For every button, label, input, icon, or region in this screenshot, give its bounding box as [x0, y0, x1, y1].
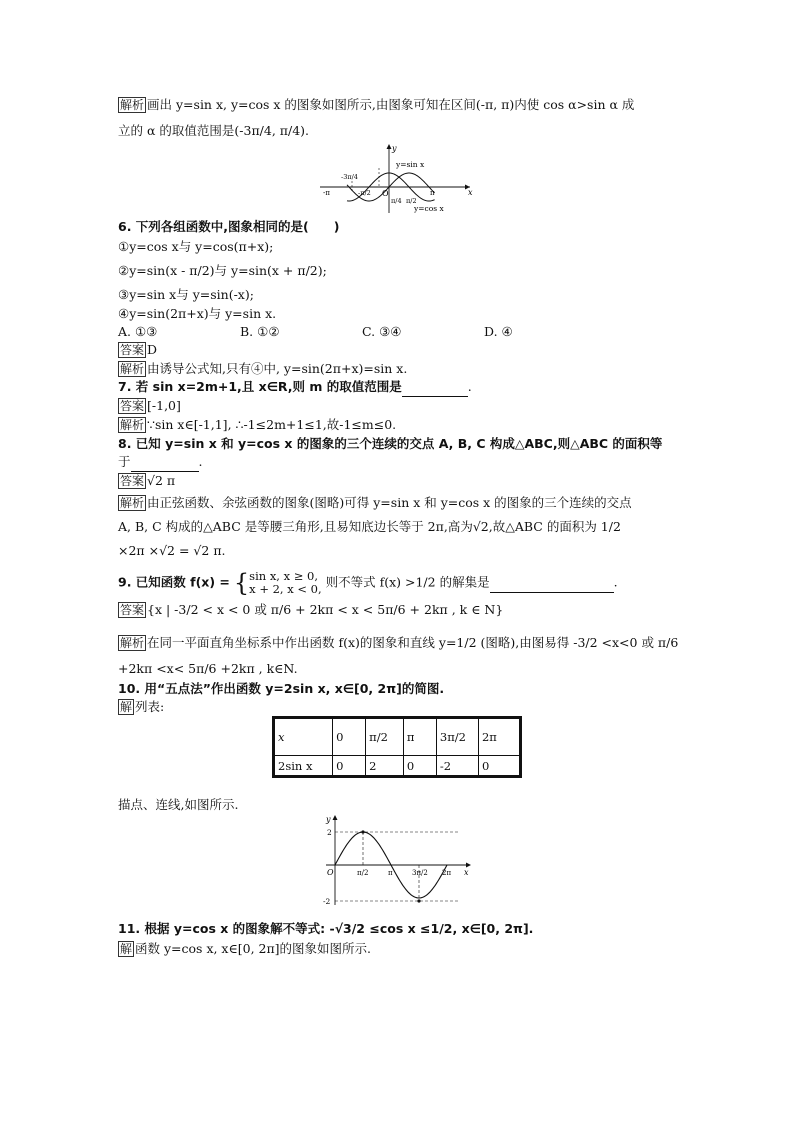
q6-option-a: A. ①③	[118, 324, 158, 339]
fig1-label-negpi2: -π/2	[358, 189, 371, 197]
q11-solution	[118, 940, 371, 958]
table-row	[274, 756, 521, 777]
q8-stem-line1: 8. 已知 y=sin x 和 y=cos x 的图象的三个连续的交点 A, B, C 构成△ABC,则△ABC 的面积等	[118, 436, 663, 451]
fig2-label-pi2: π/2	[357, 869, 369, 877]
fig2-label-y: y	[326, 815, 331, 824]
q5-range: (-3π/4, π/4).	[234, 123, 309, 138]
q9-solution-line2: +2kπ <x< 5π/6 +2kπ , k∈N.	[118, 661, 298, 676]
q9-blank	[490, 574, 614, 593]
q5-solution-text: 画出 y=sin x, y=cos x 的图象如图所示,由图象可知在区间(-π, π)内使 cos α>sin α 成	[147, 97, 635, 112]
q7-stem-line: 7. 若 sin x=2m+1,且 x∈R,则 m 的取值范围是 .	[118, 378, 472, 397]
table-cell: 2sin x	[274, 756, 333, 777]
q7-answer-value: [-1,0]	[147, 398, 181, 413]
fig2-label-neg2: -2	[323, 897, 331, 906]
table-cell: 2π	[478, 718, 520, 756]
q8-stem-line2: 于 .	[118, 453, 203, 472]
fig1-label-o: O	[382, 189, 389, 198]
q7-solution-text: ∵sin x∈[-1,1], ∴-1≤2m+1≤1,故-1≤m≤0.	[147, 417, 397, 432]
q8-solution-line2: A, B, C 构成的△ABC 是等腰三角形,且易知底边长等于 2π,高为√2,故△ABC 的面积为 1/2	[118, 519, 621, 534]
q6-solution	[118, 360, 407, 378]
q9-sol1: 在同一平面直角坐标系中作出函数 f(x)的图象和直线 y=1/2 (图略),由图易得 -3/2 <x<0 或 π/6	[147, 635, 679, 650]
fig1-label-neg3pi4: -3π/4	[341, 173, 358, 181]
fig1-label-sin: y=sin x	[396, 160, 425, 169]
q9-case-1: sin x, x ≥ 0,	[249, 569, 319, 583]
figure-2sin	[318, 813, 478, 909]
q10-solution-line2: 描点、连线,如图所示.	[118, 797, 239, 812]
q7-solution	[118, 416, 396, 434]
q9-stem-post: 则不等式 f(x) >1/2 的解集是	[325, 574, 490, 590]
q10-sol1: 列表:	[135, 699, 165, 714]
y-axis-arrow	[333, 815, 338, 820]
table-cell: 2	[366, 756, 404, 777]
q6-item-2: ②y=sin(x - π/2)与 y=sin(x + π/2);	[118, 263, 327, 278]
q11-solution-text: 函数 y=cos x, x∈[0, 2π]的图象如图所示.	[135, 941, 372, 956]
q6-item-1: ①y=cos x与 y=cos(π+x);	[118, 239, 274, 254]
point-max	[361, 830, 364, 833]
q10-stem: 10. 用“五点法”作出函数 y=2sin x, x∈[0, 2π]的简图.	[118, 681, 445, 696]
table-cell: 3π/2	[436, 718, 478, 756]
solution-tag: 解析	[120, 362, 145, 376]
q5-solution-line1	[118, 96, 634, 114]
fig1-label-pi4: π/4	[391, 197, 402, 205]
q10-solution-line1	[118, 698, 164, 716]
q6-answer	[118, 341, 157, 359]
solution-tag: 解	[120, 942, 133, 956]
fig2-label-o: O	[327, 868, 334, 877]
q6-option-b: B. ①②	[240, 324, 280, 339]
q11-stem: 11. 根据 y=cos x 的图象解不等式: -√3/2 ≤cos x ≤1/2, x∈[0, 2π].	[118, 921, 534, 936]
solution-tag: 解析	[120, 636, 145, 650]
answer-tag: 答案	[120, 399, 145, 413]
table-row	[274, 718, 521, 756]
q8-stem2: 于	[118, 454, 131, 469]
fig2-label-2pi: 2π	[442, 869, 452, 877]
q10-table	[272, 716, 522, 778]
fig2-label-2: 2	[327, 828, 332, 837]
table-cell: 0	[403, 756, 436, 777]
fig2-label-pi: π	[388, 869, 393, 877]
table-cell: 0	[478, 756, 520, 777]
q9-solution-line1	[118, 634, 678, 652]
q9-case-2: x + 2, x < 0,	[249, 582, 322, 596]
answer-tag: 答案	[120, 343, 145, 357]
q9-cases	[249, 570, 321, 596]
q6-solution-text: 由诱导公式知,只有④中, y=sin(2π+x)=sin x.	[147, 361, 408, 376]
q6-stem: 6. 下列各组函数中,图象相同的是( )	[118, 219, 340, 234]
fig1-label-pi2: π/2	[406, 197, 417, 205]
table-cell: π	[403, 718, 436, 756]
q6-option-d: D. ④	[484, 324, 513, 339]
solution-tag: 解析	[120, 98, 145, 112]
q5-solution-line2	[118, 122, 309, 140]
q9-answer-value: {x | -3/2 < x < 0 或 π/6 + 2kπ < x < 5π/6 + 2kπ , k ∈ N}	[147, 602, 504, 617]
solution-tag: 解析	[120, 496, 145, 510]
q8-answer	[118, 472, 175, 490]
q8-solution-line3: ×2π ×√2 = √2 π.	[118, 543, 226, 558]
q6-item-3: ③y=sin x与 y=sin(-x);	[118, 287, 254, 302]
q8-solution-line1	[118, 494, 632, 512]
table-cell: x	[274, 718, 333, 756]
q6-answer-value: D	[147, 342, 158, 357]
q7-blank	[402, 378, 468, 397]
y-axis-arrow	[387, 144, 392, 149]
fig1-label-y: y	[392, 144, 397, 153]
table-cell: π/2	[366, 718, 404, 756]
solution-tag: 解析	[120, 418, 145, 432]
fig1-label-pi: π	[430, 189, 435, 197]
fig1-label-cos: y=cos x	[414, 204, 444, 213]
solution-tag: 解	[120, 700, 133, 714]
x-axis-arrow	[466, 863, 471, 868]
fig1-label-x: x	[468, 188, 473, 197]
answer-tag: 答案	[120, 603, 145, 617]
q8-sol1: 由正弦函数、余弦函数的图象(图略)可得 y=sin x 和 y=cos x 的图象的三个连续的交点	[147, 495, 632, 510]
q7-stem: 7. 若 sin x=2m+1,且 x∈R,则 m 的取值范围是	[118, 379, 402, 394]
q6-item-4: ④y=sin(2π+x)与 y=sin x.	[118, 306, 277, 321]
q9-stem-pre: 9. 已知函数 f(x) =	[118, 574, 230, 590]
q6-options	[118, 323, 606, 341]
table-cell: -2	[436, 756, 478, 777]
q7-answer	[118, 397, 181, 415]
q9-stem-line: 9. 已知函数 f(x) = {sin x, x ≥ 0, x + 2, x < 0, 则不等式 f(x) >1/2 的解集是 .	[118, 569, 618, 597]
figure-sin-cos	[318, 143, 478, 215]
fig2-label-x: x	[464, 868, 469, 877]
table-cell: 0	[333, 718, 366, 756]
table-cell: 0	[333, 756, 366, 777]
q6-option-c: C. ③④	[362, 324, 402, 339]
fig2-label-3pi2: 3π/2	[412, 869, 428, 877]
answer-tag: 答案	[120, 474, 145, 488]
q5-solution-text2: 立的 α 的取值范围是	[118, 123, 235, 138]
q9-brace: {	[233, 569, 250, 597]
q8-blank	[131, 453, 199, 472]
point-min	[417, 899, 420, 902]
fig1-label-negpi: -π	[323, 189, 330, 197]
q9-answer	[118, 601, 503, 619]
q8-answer-value: √2 π	[147, 473, 176, 488]
